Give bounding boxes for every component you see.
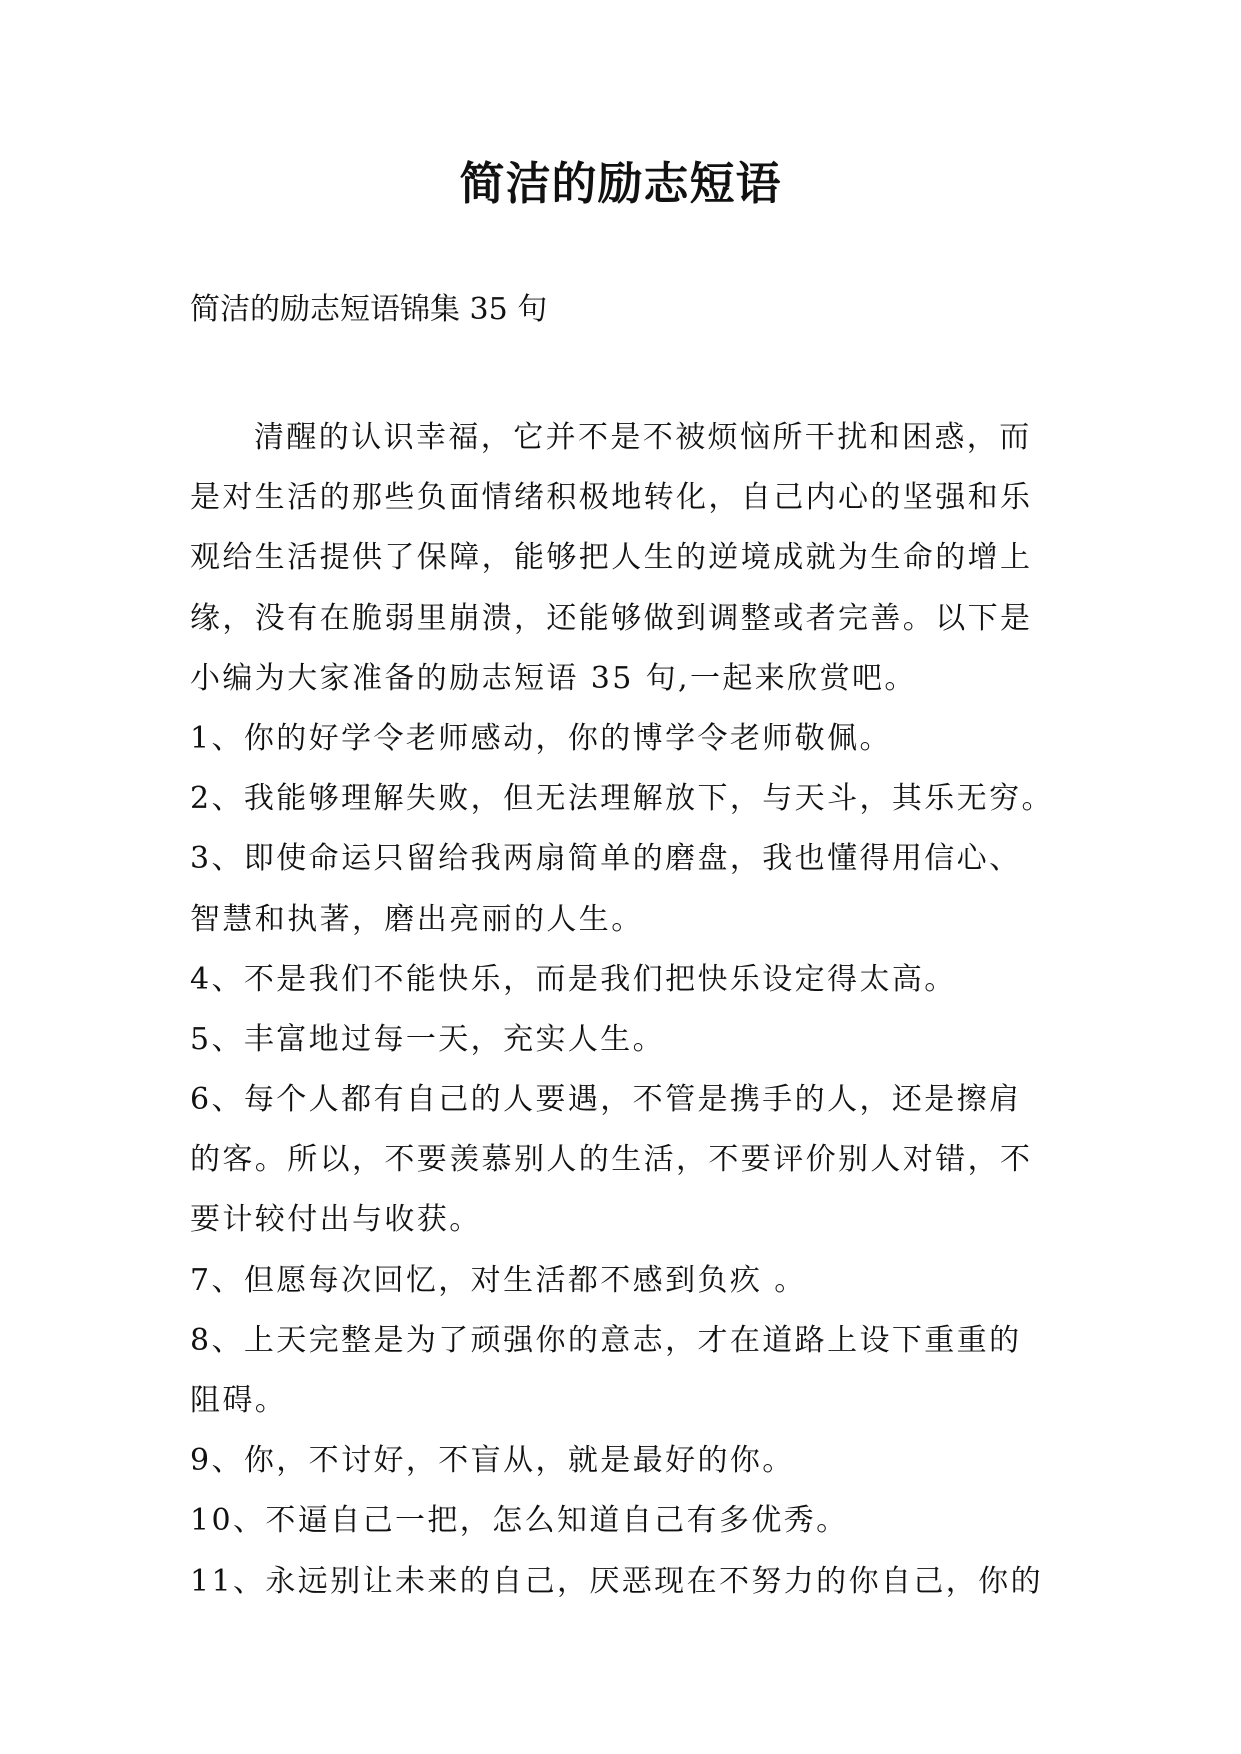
- quote-line: 11、永远别让未来的自己，厌恶现在不努力的你自己，你的: [190, 1563, 1043, 1599]
- quote-line: 6、每个人都有自己的人要遇，不管是携手的人，还是擦肩: [190, 1082, 1022, 1118]
- intro-paragraph-line: 是对生活的那些负面情绪积极地转化，自己内心的坚强和乐: [190, 480, 1033, 516]
- quote-line: 智慧和执著，磨出亮丽的人生。: [190, 901, 644, 937]
- document-subtitle: 简洁的励志短语锦集 35 句: [190, 292, 548, 327]
- quote-line: 2、我能够理解失败，但无法理解放下，与天斗，其乐无穷。: [190, 781, 1054, 817]
- quote-line: 5、丰富地过每一天，充实人生。: [190, 1021, 666, 1057]
- intro-paragraph-line: 观给生活提供了保障，能够把人生的逆境成就为生命的增上: [190, 540, 1033, 576]
- quote-line: 10、不逼自己一把，怎么知道自己有多优秀。: [190, 1503, 849, 1539]
- quote-line: 的客。所以，不要羡慕别人的生活，不要评价别人对错，不: [190, 1142, 1033, 1178]
- intro-paragraph-line: 缘，没有在脆弱里崩溃，还能够做到调整或者完善。以下是: [190, 600, 1033, 636]
- quote-line: 8、上天完整是为了顽强你的意志，才在道路上设下重重的: [190, 1322, 1022, 1358]
- document-title: 简洁的励志短语: [459, 157, 782, 210]
- quote-line: 阻碍。: [190, 1383, 288, 1418]
- quote-line: 4、不是我们不能快乐，而是我们把快乐设定得太高。: [190, 961, 957, 997]
- document-body: [190, 408, 1070, 1612]
- intro-paragraph-line: 小编为大家准备的励志短语 35 句,一起来欣赏吧。: [190, 660, 917, 696]
- quote-line: 3、即使命运只留给我两扇简单的磨盘，我也懂得用信心、: [190, 841, 1022, 877]
- quote-line: 1、你的好学令老师感动，你的博学令老师敬佩。: [190, 720, 892, 756]
- quote-line: 7、但愿每次回忆，对生活都不感到负疚 。: [190, 1262, 807, 1298]
- quote-line: 要计较付出与收获。: [190, 1202, 482, 1238]
- quote-line: 9、你，不讨好，不盲从，就是最好的你。: [190, 1443, 795, 1479]
- intro-paragraph-line: 清醒的认识幸福，它并不是不被烦恼所干扰和困惑，而: [254, 420, 1032, 455]
